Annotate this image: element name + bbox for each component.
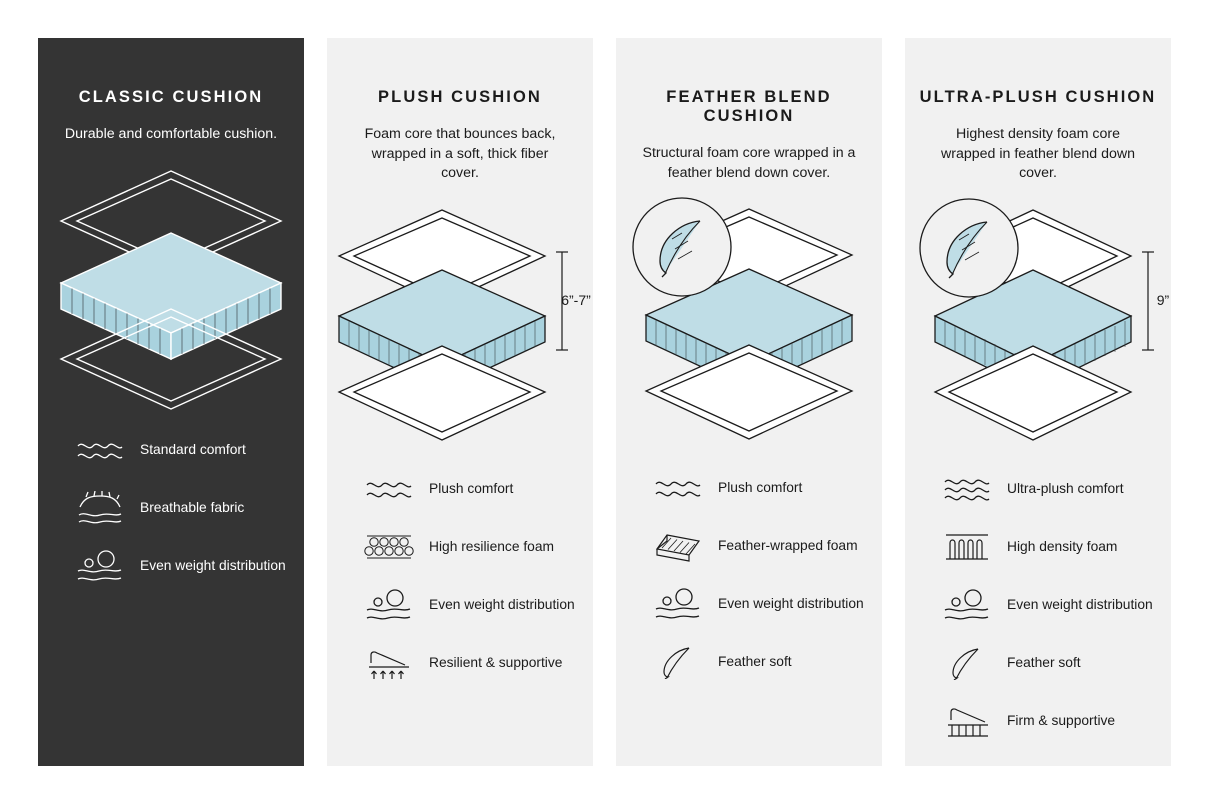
weight-distribution-icon xyxy=(363,586,415,624)
breathable-fabric-icon xyxy=(74,489,126,527)
feature-label: Breathable fabric xyxy=(140,499,245,515)
honeycomb-foam-icon xyxy=(363,528,415,566)
wave-icon xyxy=(363,470,415,508)
card-description: Durable and comfortable cushion. xyxy=(64,126,278,142)
feature-item xyxy=(74,547,304,585)
card-classic-cushion xyxy=(38,38,304,766)
card-title: PLUSH CUSHION xyxy=(378,88,542,106)
layer-stack-illustration xyxy=(616,197,882,459)
feature-item xyxy=(941,644,1171,682)
features-list xyxy=(616,469,882,681)
layer-stack-illustration xyxy=(327,198,593,460)
foam-core-layer xyxy=(61,233,281,359)
resilient-support-icon xyxy=(363,644,415,682)
feature-item xyxy=(652,585,882,623)
bottom-cover-layer xyxy=(935,346,1131,440)
wave-icon xyxy=(652,469,704,507)
card-description: Foam core that bounces back, wrapped in a soft, thick fiber cover. xyxy=(364,126,556,181)
feature-label: Even weight distribution xyxy=(140,557,286,573)
firm-support-icon xyxy=(941,702,993,740)
feature-label: Feather soft xyxy=(1007,654,1081,670)
height-label: 9” xyxy=(1156,291,1170,308)
feature-item xyxy=(652,527,882,565)
height-measure-bracket xyxy=(1142,252,1154,350)
weight-distribution-icon xyxy=(941,586,993,624)
feature-label: High density foam xyxy=(1007,538,1118,554)
dense-foam-icon xyxy=(941,528,993,566)
bottom-cover-layer xyxy=(339,346,545,440)
feature-item xyxy=(941,470,1171,508)
feature-label: Standard comfort xyxy=(140,441,246,457)
feature-label: Plush comfort xyxy=(429,480,514,496)
feature-label: Resilient & supportive xyxy=(429,654,563,670)
feature-item xyxy=(74,489,304,527)
features-list xyxy=(38,431,304,585)
feature-label: Feather-wrapped foam xyxy=(718,538,858,553)
features-list xyxy=(905,470,1171,740)
card-title: CLASSIC CUSHION xyxy=(78,88,264,106)
feature-item xyxy=(74,431,304,469)
cushion-diagram xyxy=(327,198,593,460)
feather-badge-icon xyxy=(633,198,731,296)
card-ultra-plush-cushion xyxy=(905,38,1171,766)
cushion-diagram xyxy=(616,197,882,459)
weight-distribution-icon xyxy=(74,547,126,585)
features-list xyxy=(327,470,593,682)
feature-label: Even weight distribution xyxy=(429,596,575,612)
feature-label: Firm & supportive xyxy=(1007,712,1116,728)
bottom-cover-layer xyxy=(646,345,852,439)
feature-item xyxy=(652,469,882,507)
feature-item xyxy=(363,470,593,508)
feather-icon xyxy=(652,643,704,681)
wave-icon xyxy=(941,470,993,508)
feather-icon xyxy=(941,644,993,682)
cushion-diagram xyxy=(905,198,1171,460)
feather-wrapped-foam-icon xyxy=(652,527,704,565)
card-plush-cushion xyxy=(327,38,593,766)
card-description: Structural foam core wrapped in a feather blend down cover. xyxy=(642,145,856,181)
card-title: ULTRA-PLUSH CUSHION xyxy=(919,88,1157,106)
feature-label: Plush comfort xyxy=(718,480,803,495)
feature-item xyxy=(941,702,1171,740)
card-feather-blend-cushion xyxy=(616,38,882,766)
feature-label: Even weight distribution xyxy=(718,596,864,611)
weight-distribution-icon xyxy=(652,585,704,623)
feature-item xyxy=(363,528,593,566)
card-description: Highest density foam core wrapped in feather blend down cover. xyxy=(940,126,1136,181)
feature-item xyxy=(363,644,593,682)
feather-badge-icon xyxy=(920,199,1018,297)
feature-label: Ultra-plush comfort xyxy=(1007,480,1124,496)
feature-item xyxy=(941,528,1171,566)
height-label: 6”-7” xyxy=(561,291,591,308)
card-title: FEATHER BLEND CUSHION xyxy=(666,88,832,125)
layer-stack-illustration xyxy=(905,198,1171,460)
feature-label: High resilience foam xyxy=(429,538,554,554)
feature-label: Feather soft xyxy=(718,654,792,669)
cushion-diagram xyxy=(38,159,304,421)
feature-item xyxy=(652,643,882,681)
feature-item xyxy=(363,586,593,624)
wave-icon xyxy=(74,431,126,469)
feature-item xyxy=(941,586,1171,624)
layer-stack-illustration xyxy=(46,159,296,421)
feature-label: Even weight distribution xyxy=(1007,596,1153,612)
